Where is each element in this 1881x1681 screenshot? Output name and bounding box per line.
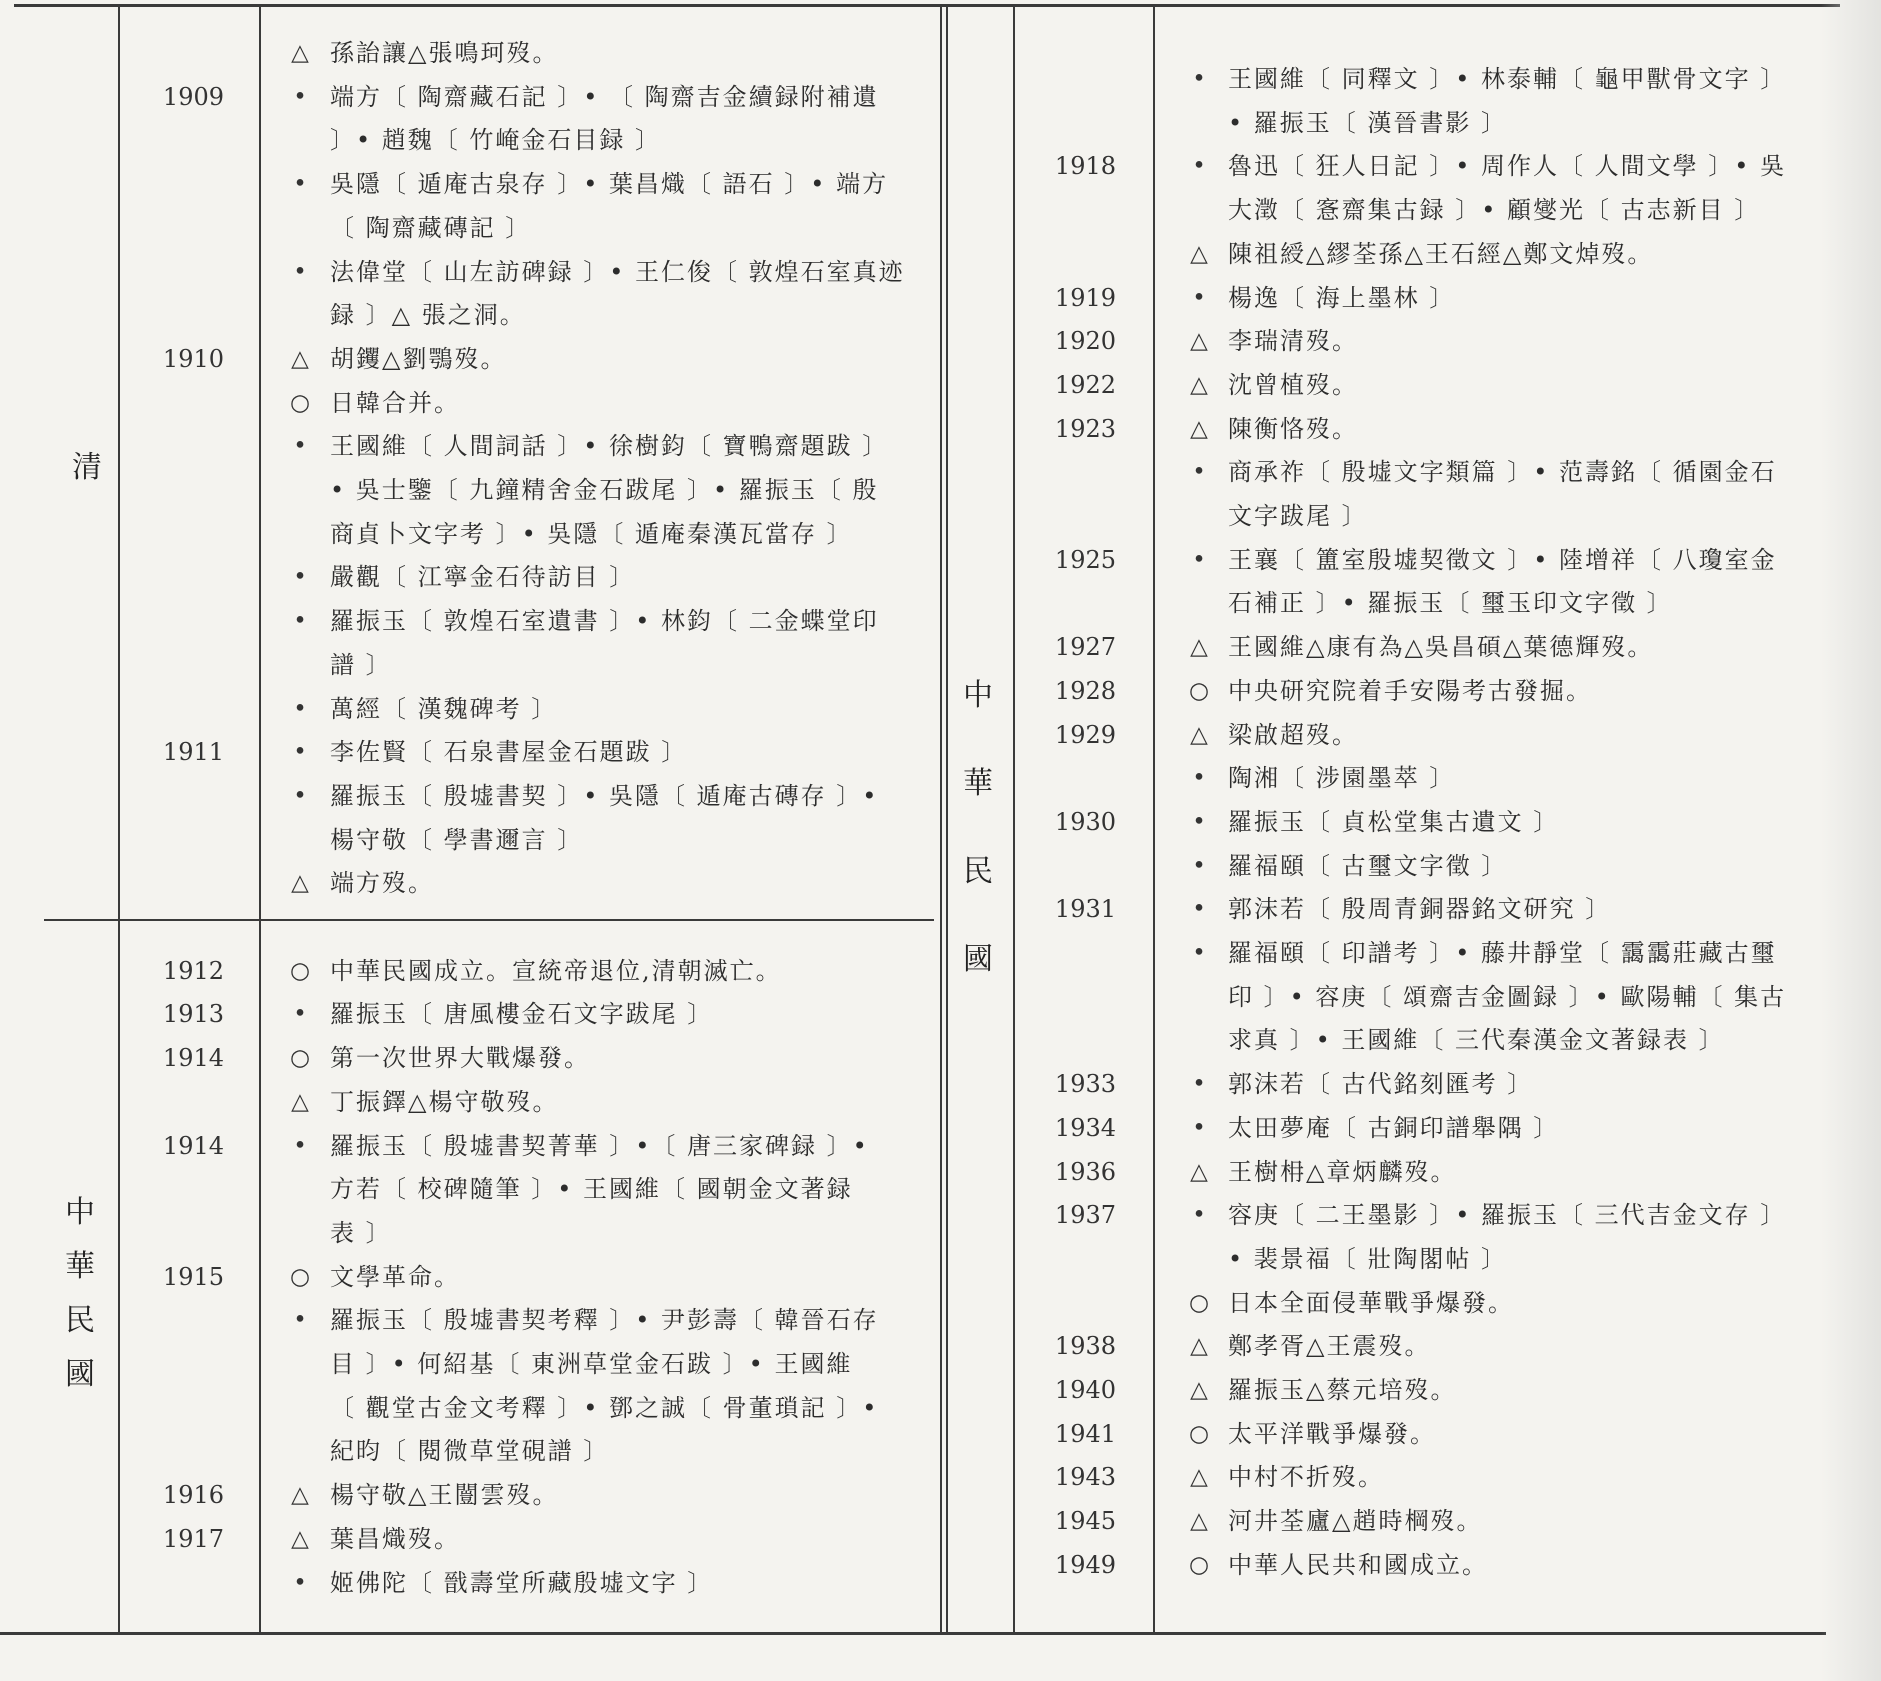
entry-text: 楊守敬〔 學書邇言 〕 [330, 825, 584, 854]
entry-marker-icon: ○ [1188, 1420, 1210, 1447]
year-label [148, 1300, 224, 1340]
entry-text: 羅福頤〔 古璽文字徵 〕 [1228, 851, 1508, 880]
entry-text: 羅振玉〔 敦煌石室遺書 〕• 林鈞〔 二金蝶堂印 [330, 607, 879, 636]
entry-marker-icon: • [293, 564, 307, 591]
entry-marker-icon: • [293, 1001, 307, 1028]
entry-text: 王襄〔 簠室殷墟契徵文 〕• 陸增祥〔 八瓊室金 [1228, 545, 1777, 574]
entry-text: • 羅振玉〔 漢晉書影 〕 [1228, 108, 1508, 137]
year-label [148, 164, 224, 204]
entry-marker-icon: △ [1190, 721, 1208, 748]
entry-marker-icon: • [293, 739, 307, 766]
entry-text: 王國維〔 人間詞話 〕• 徐樹鈞〔 寶鴨齋題跋 〕 [330, 432, 889, 461]
entry-text: 孫詒讓△張鳴珂歿。 [330, 39, 559, 67]
year-label: 1933 [1054, 1070, 1116, 1099]
entry-text: 求真 〕• 王國維〔 三代秦漢金文著録表 〕 [1228, 1026, 1725, 1055]
entry-marker-icon: △ [291, 1482, 309, 1509]
year-label: 1917 [162, 1524, 224, 1553]
year-label: 1910 [162, 344, 224, 373]
year-label [148, 1344, 224, 1384]
entry-marker-icon: △ [291, 345, 309, 372]
year-label: 1914 [162, 1044, 224, 1073]
year-label: 1923 [1054, 414, 1116, 443]
entry-marker-icon: △ [291, 1525, 309, 1552]
entry-marker-icon: • [1192, 546, 1206, 573]
entry-text: 胡钁△劉鶚歿。 [330, 344, 507, 373]
year-label: 1936 [1054, 1157, 1116, 1186]
entry-marker-icon: ○ [289, 389, 311, 416]
entry-marker-icon: △ [291, 40, 309, 66]
year-label: 1941 [1054, 1419, 1116, 1448]
year-label: 1919 [1054, 283, 1116, 312]
entry-text: 嚴觀〔 江寧金石待訪目 〕 [330, 563, 636, 592]
year-label [148, 514, 224, 554]
entry-text: 王樹枏△章炳麟歿。 [1228, 1157, 1457, 1186]
entry-marker-icon [286, 1344, 314, 1384]
year-label [148, 470, 224, 510]
entry-marker-icon [1185, 103, 1213, 143]
year-label: 1916 [162, 1481, 224, 1510]
entry-text: 文學革命。 [330, 1262, 460, 1291]
entry-marker-icon: △ [1190, 240, 1208, 267]
entry-text: 河井荃廬△趙時棡歿。 [1228, 1507, 1483, 1536]
scan-edge-shadow [1821, 0, 1881, 1681]
entry-marker-icon: △ [1190, 415, 1208, 442]
entry-text: 羅振玉〔 貞松堂集古遺文 〕 [1228, 807, 1560, 836]
entry-text: 〔 陶齋藏磚記 〕 [330, 213, 532, 242]
entry-text: 楊逸〔 海上墨林 〕 [1228, 283, 1456, 312]
entry-text: 方若〔 校碑隨筆 〕• 王國維〔 國朝金文著録 [330, 1175, 853, 1204]
year-label [1040, 190, 1116, 230]
year-label [1040, 496, 1116, 536]
year-label [148, 120, 224, 160]
entry-text: 楊守敬△王闓雲歿。 [330, 1481, 559, 1510]
entry-marker-icon: • [1192, 284, 1206, 311]
entry-text: 紀昀〔 閱微草堂硯譜 〕 [330, 1437, 610, 1466]
entry-marker-icon: △ [1190, 1464, 1208, 1491]
entry-text: 李佐賢〔 石泉書屋金石題跋 〕 [330, 738, 688, 767]
entry-marker-icon: • [293, 83, 307, 110]
dynasty-label-roc-right: 中華民國 [963, 678, 993, 977]
year-label [1040, 933, 1116, 973]
entry-text: 丁振鐸△楊守敬歿。 [330, 1087, 559, 1116]
entry-text: 録 〕△ 張之洞。 [330, 301, 526, 330]
entry-marker-icon: △ [1190, 328, 1208, 355]
entry-marker-icon: ○ [289, 957, 311, 984]
entry-marker-icon [286, 1431, 314, 1471]
year-label [148, 776, 224, 816]
center-double-rule-a [940, 6, 942, 1632]
right-year-divider [1153, 6, 1155, 1632]
entry-text: 郭沫若〔 殷周青銅器銘文研究 〕 [1228, 895, 1612, 924]
entry-text: 陶湘〔 涉園墨萃 〕 [1228, 764, 1456, 793]
year-label: 1925 [1054, 545, 1116, 574]
entry-text: 羅振玉〔 殷墟書契 〕• 吳隱〔 遁庵古磚存 〕• [330, 781, 879, 810]
year-label [1040, 1283, 1116, 1323]
year-label: 1943 [1054, 1463, 1116, 1492]
entry-marker-icon: • [293, 782, 307, 809]
year-label: 1914 [162, 1131, 224, 1160]
entry-text: 王國維△康有為△吳昌碩△葉德輝歿。 [1228, 633, 1654, 662]
entry-marker-icon: ○ [1188, 1551, 1210, 1578]
entry-text: 大澂〔 愙齋集古録 〕• 顧燮光〔 古志新目 〕 [1228, 196, 1761, 225]
entry-marker-icon [286, 1388, 314, 1428]
year-label [148, 907, 224, 947]
year-label: 1945 [1054, 1507, 1116, 1536]
entry-text: 目 〕• 何紹基〔 東洲草堂金石跋 〕• 王國維 [330, 1350, 853, 1378]
entry-text: 商貞卜文字考 〕• 吳隱〔 遁庵秦漢瓦當存 〕 [330, 519, 853, 548]
entry-text: 端方〔 陶齋藏石記 〕• 〔 陶齋吉金續録附補遺 [330, 82, 879, 111]
entry-marker-icon: • [1192, 896, 1206, 923]
entry-text: 〔 觀堂古金文考釋 〕• 鄧之誠〔 骨董瑣記 〕• [330, 1393, 879, 1422]
entry-marker-icon: • [293, 1569, 307, 1596]
entry-text: 姬佛陀〔 戩壽堂所藏殷墟文字 〕 [330, 1568, 714, 1597]
entry-marker-icon: • [1192, 852, 1206, 879]
year-label [1040, 1020, 1116, 1060]
year-label: 1929 [1054, 720, 1116, 749]
year-label [148, 1431, 224, 1471]
year-label [148, 820, 224, 860]
year-label [148, 601, 224, 641]
entry-marker-icon [286, 120, 314, 160]
entry-marker-icon: • [293, 1307, 307, 1334]
entry-text: 表 〕 [330, 1218, 392, 1247]
entry-marker-icon: △ [1190, 1377, 1208, 1403]
entry-text: 中華人民共和國成立。 [1228, 1550, 1488, 1579]
entry-marker-icon: • [1192, 1114, 1206, 1141]
year-label [148, 252, 224, 292]
year-label [1040, 583, 1116, 623]
entry-marker-icon: • [1192, 940, 1206, 966]
entry-marker-icon [286, 208, 314, 248]
year-label [148, 426, 224, 466]
entry-marker-icon: • [293, 433, 307, 460]
year-label: 1930 [1054, 807, 1116, 836]
bottom-rule [0, 1632, 1826, 1635]
entry-text: 印 〕• 容庚〔 頌齋吉金圖録 〕• 歐陽輔〔 集古 [1228, 982, 1787, 1011]
year-label [148, 1082, 224, 1122]
entry-marker-icon: • [1192, 808, 1206, 835]
year-label: 1934 [1054, 1113, 1116, 1142]
entry-text: 中華民國成立。宣統帝退位,清朝滅亡。 [330, 956, 782, 985]
entry-text: 容庚〔 二王墨影 〕• 羅振玉〔 三代吉金文存 〕 [1228, 1201, 1787, 1230]
year-label [148, 295, 224, 335]
entry-marker-icon: ○ [1188, 1289, 1210, 1316]
left-dynasty-divider [118, 6, 120, 1632]
year-label: 1915 [162, 1262, 224, 1291]
entry-marker-icon [286, 820, 314, 860]
entry-text: 郭沫若〔 古代銘刻匯考 〕 [1228, 1070, 1534, 1099]
year-label [148, 557, 224, 597]
year-label [148, 1388, 224, 1428]
year-label: 1949 [1054, 1550, 1116, 1579]
year-label: 1918 [1054, 152, 1116, 181]
entry-marker-icon: • [293, 695, 307, 722]
right-dynasty-divider [1013, 6, 1015, 1632]
year-label [148, 1563, 224, 1603]
year-label [1040, 103, 1116, 143]
entry-text: 〕• 趙魏〔 竹崦金石目録 〕 [330, 126, 662, 155]
year-label [148, 863, 224, 903]
year-label: 1913 [162, 1000, 224, 1029]
year-label: 1909 [162, 82, 224, 111]
entry-marker-icon: • [1192, 459, 1206, 486]
year-label [1040, 452, 1116, 492]
entry-marker-icon: △ [1190, 1508, 1208, 1535]
center-double-rule-b [946, 6, 948, 1632]
entry-marker-icon [286, 645, 314, 685]
dynasty-label-qing: 清 [72, 450, 102, 485]
entry-marker-icon: △ [1190, 1333, 1208, 1360]
entry-text: 法偉堂〔 山左訪碑録 〕• 王仁俊〔 敦煌石室真迹 [330, 257, 905, 286]
entry-marker-icon [286, 295, 314, 335]
entry-text: 羅福頤〔 印譜考 〕• 藤井靜堂〔 靄靄莊藏古璽 [1228, 939, 1777, 967]
entry-marker-icon: • [1192, 1071, 1206, 1098]
entry-marker-icon: • [1192, 1202, 1206, 1229]
year-label [148, 689, 224, 729]
year-label [148, 383, 224, 423]
entry-marker-icon: ○ [289, 1045, 311, 1072]
entry-marker-icon: ○ [1188, 677, 1210, 704]
entry-text: 石補正 〕• 羅振玉〔 璽玉印文字徵 〕 [1228, 589, 1673, 618]
entry-text: 王國維〔 同釋文 〕• 林泰輔〔 龜甲獸骨文字 〕 [1228, 65, 1787, 93]
entry-text: 葉昌熾歿。 [330, 1524, 460, 1553]
year-label [1040, 59, 1116, 99]
entry-text: 陳衡恪歿。 [1228, 414, 1358, 443]
entry-text: 商承祚〔 殷墟文字類篇 〕• 范壽銘〔 循園金石 [1228, 458, 1777, 487]
entry-text: 太田夢庵〔 古銅印譜舉隅 〕 [1228, 1113, 1560, 1142]
entry-marker-icon [286, 514, 314, 554]
year-label [1040, 977, 1116, 1017]
entry-marker-icon: △ [291, 870, 309, 897]
dynasty-label-roc-left: 中華民國 [65, 1195, 95, 1392]
entry-text: 羅振玉〔 殷墟書契菁華 〕•〔 唐三家碑録 〕• [330, 1131, 869, 1160]
entry-marker-icon: • [1192, 66, 1206, 92]
entry-text: 中村不折歿。 [1228, 1463, 1384, 1492]
entry-text: 羅振玉〔 殷墟書契考釋 〕• 尹彭壽〔 韓晉石存 [330, 1306, 879, 1335]
entry-marker-icon [1185, 1020, 1213, 1060]
entry-text: 日本全面侵華戰爭爆發。 [1228, 1288, 1514, 1317]
entry-text: 魯迅〔 狂人日記 〕• 周作人〔 人間文學 〕• 吳 [1228, 152, 1787, 181]
entry-marker-icon [1185, 977, 1213, 1017]
entry-marker-icon [1185, 190, 1213, 230]
entry-text: 羅振玉〔 唐風樓金石文字跋尾 〕 [330, 1000, 714, 1029]
entry-text: 萬經〔 漢魏碑考 〕 [330, 694, 558, 723]
entry-marker-icon [1185, 496, 1213, 536]
year-label [1040, 234, 1116, 274]
entry-text: 李瑞清歿。 [1228, 327, 1358, 356]
entry-text: 端方歿。 [330, 869, 434, 898]
entry-marker-icon: • [293, 171, 307, 198]
entry-marker-icon: • [293, 258, 307, 285]
entry-marker-icon: △ [1190, 1158, 1208, 1185]
entry-marker-icon: △ [291, 1088, 309, 1115]
year-label [1040, 846, 1116, 886]
entry-text: 沈曾植歿。 [1228, 370, 1358, 399]
year-label: 1940 [1054, 1376, 1116, 1404]
year-label: 1920 [1054, 327, 1116, 356]
top-rule [14, 4, 1840, 7]
entry-marker-icon [286, 907, 314, 947]
entry-marker-icon: △ [1190, 371, 1208, 398]
entry-marker-icon: • [1192, 765, 1206, 792]
year-label: 1937 [1054, 1201, 1116, 1230]
year-label: 1911 [162, 738, 224, 767]
year-label: 1922 [1054, 370, 1116, 399]
entry-text: 羅振玉△蔡元培歿。 [1228, 1376, 1457, 1404]
year-label: 1928 [1054, 676, 1116, 705]
year-label [1040, 758, 1116, 798]
entry-marker-icon [286, 1213, 314, 1253]
year-label: 1927 [1054, 633, 1116, 662]
year-label [148, 208, 224, 248]
entry-text: 譜 〕 [330, 650, 392, 679]
entry-text: 太平洋戰爭爆發。 [1228, 1419, 1436, 1448]
entry-marker-icon: • [293, 608, 307, 635]
entry-marker-icon: • [293, 1132, 307, 1159]
entry-text: 梁啟超歿。 [1228, 720, 1358, 749]
entry-text: 中央研究院着手安陽考古發掘。 [1228, 676, 1592, 705]
entry-marker-icon: ○ [289, 1263, 311, 1290]
entry-marker-icon: △ [1190, 634, 1208, 661]
left-year-divider [259, 6, 261, 1632]
entry-text: 文字跋尾 〕 [1228, 502, 1368, 530]
entry-marker-icon [1185, 583, 1213, 623]
entry-text: 鄭孝胥△王震歿。 [1228, 1332, 1431, 1361]
entry-text: 日韓合并。 [330, 388, 460, 417]
entry-marker-icon [286, 1169, 314, 1209]
year-label: 1938 [1054, 1332, 1116, 1361]
entry-marker-icon: • [1192, 153, 1206, 180]
year-label: 1912 [162, 956, 224, 985]
entry-text: 第一次世界大戰爆發。 [330, 1044, 590, 1073]
entry-text: • 裴景福〔 壯陶閣帖 〕 [1228, 1244, 1508, 1273]
entry-marker-icon [286, 470, 314, 510]
entry-text: 陳祖綬△繆荃孫△王石經△鄭文焯歿。 [1228, 239, 1654, 268]
entry-text: 吳隱〔 遁庵古泉存 〕• 葉昌熾〔 語石 〕• 端方 [330, 170, 889, 199]
year-label [148, 33, 224, 73]
year-label [1040, 1239, 1116, 1279]
year-label [148, 1169, 224, 1209]
year-label [148, 645, 224, 685]
year-label [148, 1213, 224, 1253]
entry-text: • 吳士鑒〔 九鐘精舍金石跋尾 〕• 羅振玉〔 殷 [330, 476, 879, 504]
entry-marker-icon [1185, 1239, 1213, 1279]
year-label: 1931 [1054, 895, 1116, 924]
